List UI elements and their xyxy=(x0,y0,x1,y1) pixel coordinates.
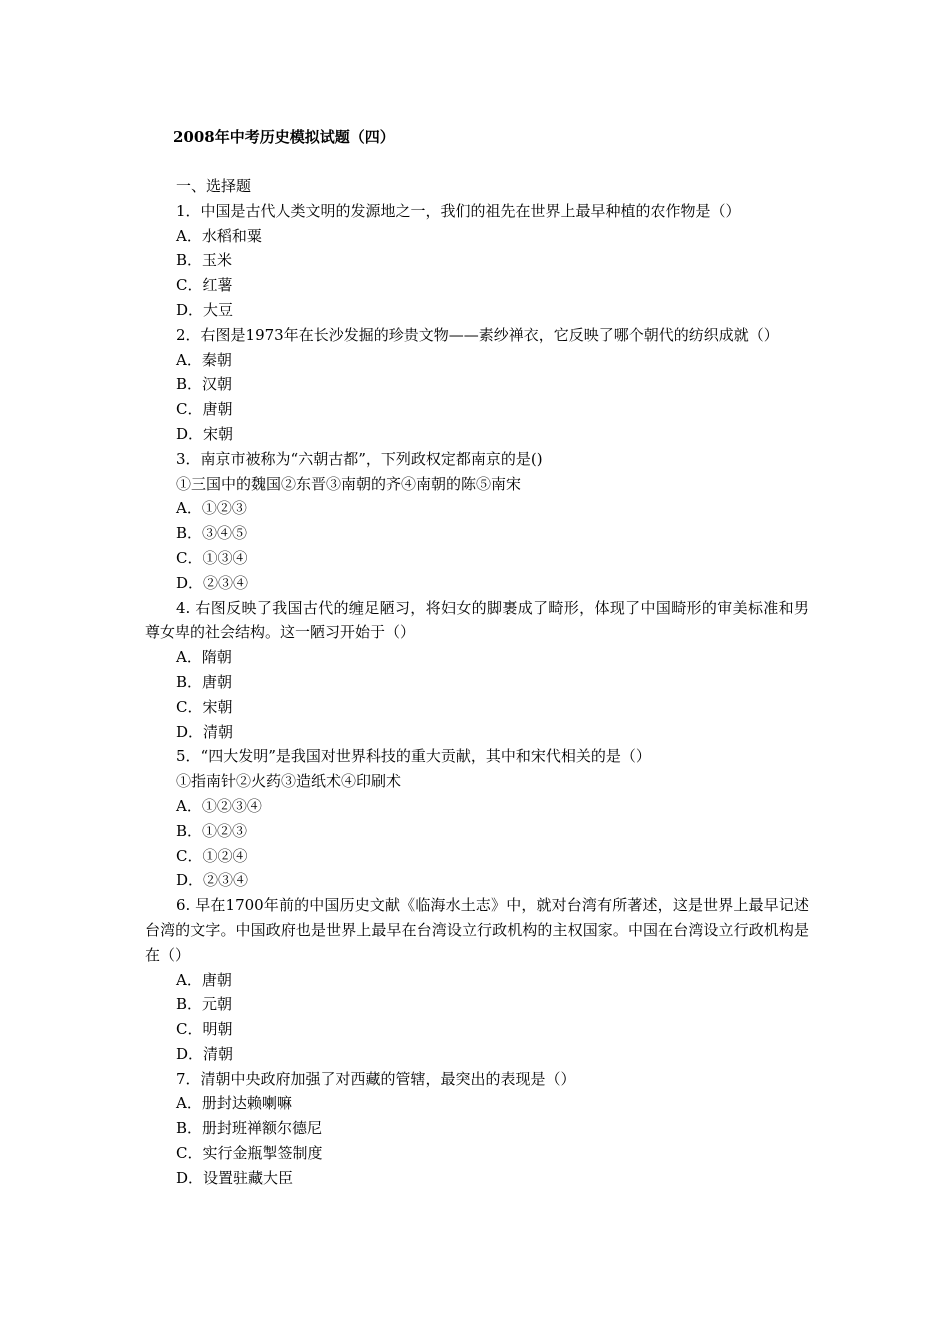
question-7-option-d: D．设置驻藏大臣 xyxy=(176,1168,294,1187)
question-4-option-b: B．唐朝 xyxy=(176,672,233,691)
question-2-option-a: A．秦朝 xyxy=(176,350,232,369)
question-1-option-b: B．玉米 xyxy=(176,251,233,270)
question-4-option-c: C．宋朝 xyxy=(176,697,233,716)
question-2-stem: 2．右图是1973年在长沙发掘的珍贵文物——素纱禅衣，它反映了哪个朝代的纺织成就（） xyxy=(176,325,779,344)
question-2-option-b: B．汉朝 xyxy=(176,375,233,394)
question-6-option-b: B．元朝 xyxy=(176,995,233,1014)
question-5-stem: 5．“四大发明”是我国对世界科技的重大贡献，其中和宋代相关的是（） xyxy=(176,747,651,766)
question-1-option-a: A．水稻和粟 xyxy=(176,226,262,245)
question-7-option-a: A．册封达赖喇嘛 xyxy=(176,1094,292,1113)
document-title: 2008年中考历史模拟试题（四） xyxy=(173,128,395,146)
question-1-option-d: D．大豆 xyxy=(176,300,234,319)
question-4-stem: 4. 右图反映了我国古代的缠足陋习，将妇女的脚裹成了畸形，体现了中国畸形的审美标准和男尊女卑的社会结构。这一陋习开始于（） xyxy=(145,598,809,642)
question-7-option-b: B．册封班禅额尔德尼 xyxy=(176,1119,323,1138)
question-2-option-c: C．唐朝 xyxy=(176,400,233,419)
question-5-option-a: A．①②③④ xyxy=(176,796,262,815)
section-heading: 一、选择题 xyxy=(176,177,252,195)
question-5-items: ①指南针②火药③造纸术④印刷术 xyxy=(176,772,402,791)
question-6-option-d: D．清朝 xyxy=(176,1044,234,1063)
question-5-option-b: B．①②③ xyxy=(176,821,248,840)
question-6-option-c: C．明朝 xyxy=(176,1020,233,1039)
question-2-option-d: D．宋朝 xyxy=(176,424,234,443)
question-3-option-d: D．②③④ xyxy=(176,573,249,592)
question-4-option-d: D．清朝 xyxy=(176,722,234,741)
question-4-option-a: A．隋朝 xyxy=(176,648,232,667)
question-3-option-a: A．①②③ xyxy=(176,499,247,518)
question-1-option-c: C．红薯 xyxy=(176,276,233,295)
question-3-stem: 3．南京市被称为“六朝古都”，下列政权定都南京的是() xyxy=(176,449,543,468)
question-7-option-c: C．实行金瓶掣签制度 xyxy=(176,1144,323,1163)
question-3-option-c: C．①③④ xyxy=(176,548,248,567)
question-5-option-d: D．②③④ xyxy=(176,871,249,890)
question-6-option-a: A．唐朝 xyxy=(176,970,232,989)
question-6-stem: 6. 早在1700年前的中国历史文献《临海水土志》中，就对台湾有所著述，这是世界上最早记述台湾的文字。中国政府也是世界上最早在台湾设立行政机构的主权国家。中国在台湾设立行政机构是在（） xyxy=(145,896,809,964)
question-7-stem: 7．清朝中央政府加强了对西藏的管辖，最突出的表现是（） xyxy=(176,1069,576,1088)
question-3-items: ①三国中的魏国②东晋③南朝的齐④南朝的陈⑤南宋 xyxy=(176,474,522,493)
question-1-stem: 1．中国是古代人类文明的发源地之一，我们的祖先在世界上最早种植的农作物是（） xyxy=(176,201,741,220)
question-3-option-b: B．③④⑤ xyxy=(176,524,248,543)
question-5-option-c: C．①②④ xyxy=(176,846,248,865)
document-body xyxy=(145,174,809,1191)
